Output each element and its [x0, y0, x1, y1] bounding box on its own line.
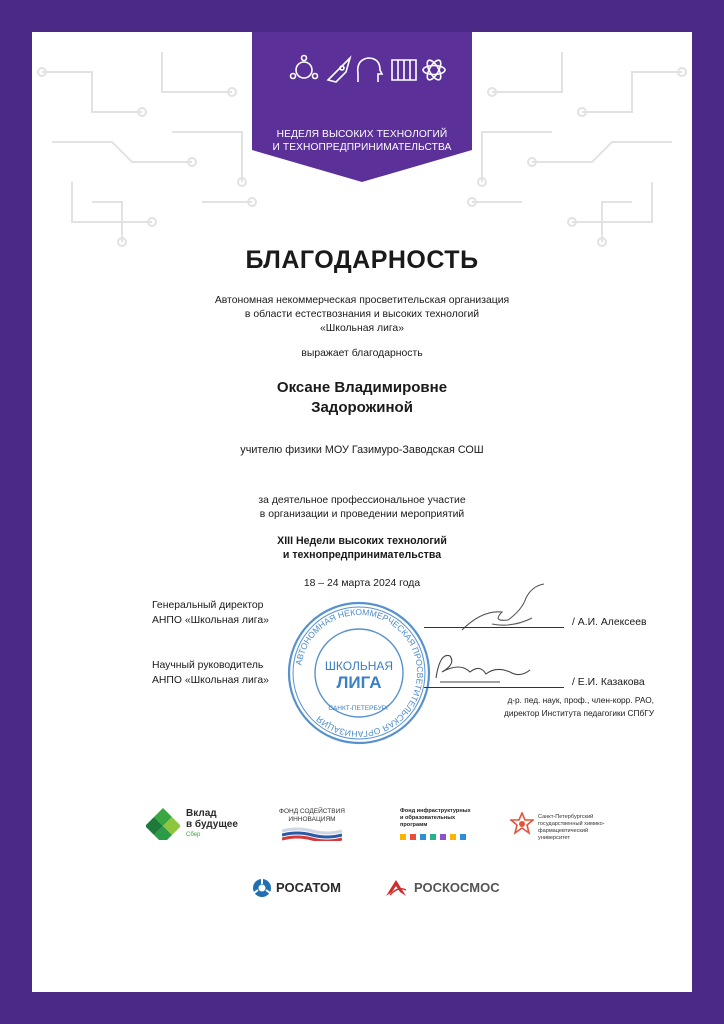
event-line-1: XIII Недели высоких технологий: [277, 535, 447, 547]
roscosmos-logo-icon: [384, 878, 408, 898]
fond-logo-line-1: ФОНД СОДЕЙСТВИЯ: [279, 808, 345, 815]
stamp-ring-textpath: АВТОНОМНАЯ НЕКОММЕРЧЕСКАЯ ПРОСВЕТИТЕЛЬСКАЯ ОРГАНИЗАЦИЯ: [293, 606, 426, 740]
signatory-2-title: [152, 658, 269, 688]
fond-logo-flag-waves: [282, 827, 342, 841]
roscosmos-logo-text: РОСКОСМОС: [414, 880, 500, 895]
fond-logo-line-2: ИННОВАЦИЯМ: [288, 816, 336, 823]
stamp-center-line-2: ЛИГА: [336, 673, 382, 692]
signatory-2-name: / Е.И. Казакова: [572, 677, 645, 688]
recipient-line-1: Оксане Владимировне: [276, 379, 448, 396]
banner-line-1: НЕДЕЛЯ ВЫСОКИХ ТЕХНОЛОГИЙ: [276, 129, 448, 140]
reason-text: [32, 494, 692, 522]
stamp-city: САНКТ-ПЕТЕРБУРГ: [328, 705, 390, 712]
rosatom-logo: [252, 876, 372, 900]
rosatom-logo-text: РОСАТОМ: [276, 880, 341, 895]
network-icon: [291, 56, 318, 79]
banner-title: [252, 128, 472, 154]
recipient-position: учителю физики МОУ Газимуро-Заводская СОШ: [240, 444, 484, 456]
signatory-1-title: [152, 598, 269, 628]
event-name: [32, 534, 692, 562]
signature-1-line: [424, 627, 564, 628]
fond-sodeystviya-logo: [272, 808, 352, 844]
signatory-2-credentials-line-2: директор Института педагогики СПбГУ: [503, 708, 654, 718]
infra-logo-line-3: программ: [400, 822, 428, 828]
event-dates: 18 – 24 марта 2024 года: [303, 578, 421, 589]
vklad-logo-line-2: в будущее: [186, 819, 238, 830]
event-banner: [252, 32, 472, 192]
vklad-logo-sber: Сбер: [186, 832, 201, 838]
reason-line-2: в организации и проведении мероприятий: [259, 509, 465, 520]
certificate-title: БЛАГОДАРНОСТЬ: [245, 246, 479, 274]
org-line-1: Автономная некоммерческая просветительская организация: [214, 295, 510, 306]
signatory-1-name: / А.И. Алексеев: [572, 617, 647, 628]
spbgu-logo-emblem-icon: [510, 812, 534, 836]
signatory-1-title-line-1: Генеральный директор: [152, 600, 264, 611]
stamp-center-line-1: ШКОЛЬНАЯ: [324, 659, 394, 673]
signatory-2-title-line-1: Научный руководитель: [152, 660, 264, 671]
certificate-sheet: [32, 32, 692, 992]
atom-icon: [423, 58, 445, 82]
event-line-2: и технопредпринимательства: [282, 549, 442, 561]
infra-logo-line-2: и образовательных: [400, 815, 456, 821]
infra-logo-color-bar: [400, 834, 490, 840]
expresses-gratitude-text: выражает благодарность: [301, 348, 423, 359]
signatory-2-title-line-2: АНПО «Школьная лига»: [152, 675, 269, 686]
fond-infrastrukturnykh-logo: [400, 808, 500, 844]
infra-logo-line-1: Фонд инфраструктурных: [400, 808, 471, 814]
spbgu-logo-line-1: Санкт-Петербургский: [538, 814, 594, 820]
organization-stamp: [284, 598, 434, 748]
banner-line-2: И ТЕХНОПРЕДПРИНИМАТЕЛЬСТВА: [272, 142, 452, 153]
org-line-2: в области естествознания и высоких технологий: [244, 309, 480, 320]
org-line-3: «Школьная лига»: [319, 323, 404, 334]
books-icon: [392, 60, 416, 80]
technology-icons: [252, 50, 472, 90]
signatory-2-credentials: [452, 694, 654, 720]
vklad-logo-line-1: Вклад: [186, 808, 217, 819]
head-icon: [358, 58, 382, 82]
spbgu-logo-line-3: фармацевтический университет: [538, 828, 589, 841]
signatory-1-title-line-2: АНПО «Школьная лига»: [152, 615, 269, 626]
organization-name: [32, 294, 692, 336]
signature-2-line: [424, 687, 564, 688]
vklad-logo-icon: [146, 806, 180, 840]
recipient-name: [32, 378, 692, 418]
rosatom-logo-icon: [252, 878, 272, 898]
spbgu-pharma-logo: [510, 810, 620, 844]
reason-line-1: за деятельное профессиональное участие: [258, 495, 466, 506]
roscosmos-logo: [384, 876, 524, 900]
rocket-icon: [328, 58, 350, 82]
signatory-2-credentials-line-1: д-р. пед. наук, проф., член-корр. РАО,: [507, 695, 654, 705]
recipient-line-2: Задорожиной: [311, 399, 413, 416]
signature-2-scribble: [430, 642, 540, 688]
vklad-v-budushchee-logo: [146, 804, 246, 844]
spbgu-logo-line-2: государственный химико-: [538, 821, 605, 827]
